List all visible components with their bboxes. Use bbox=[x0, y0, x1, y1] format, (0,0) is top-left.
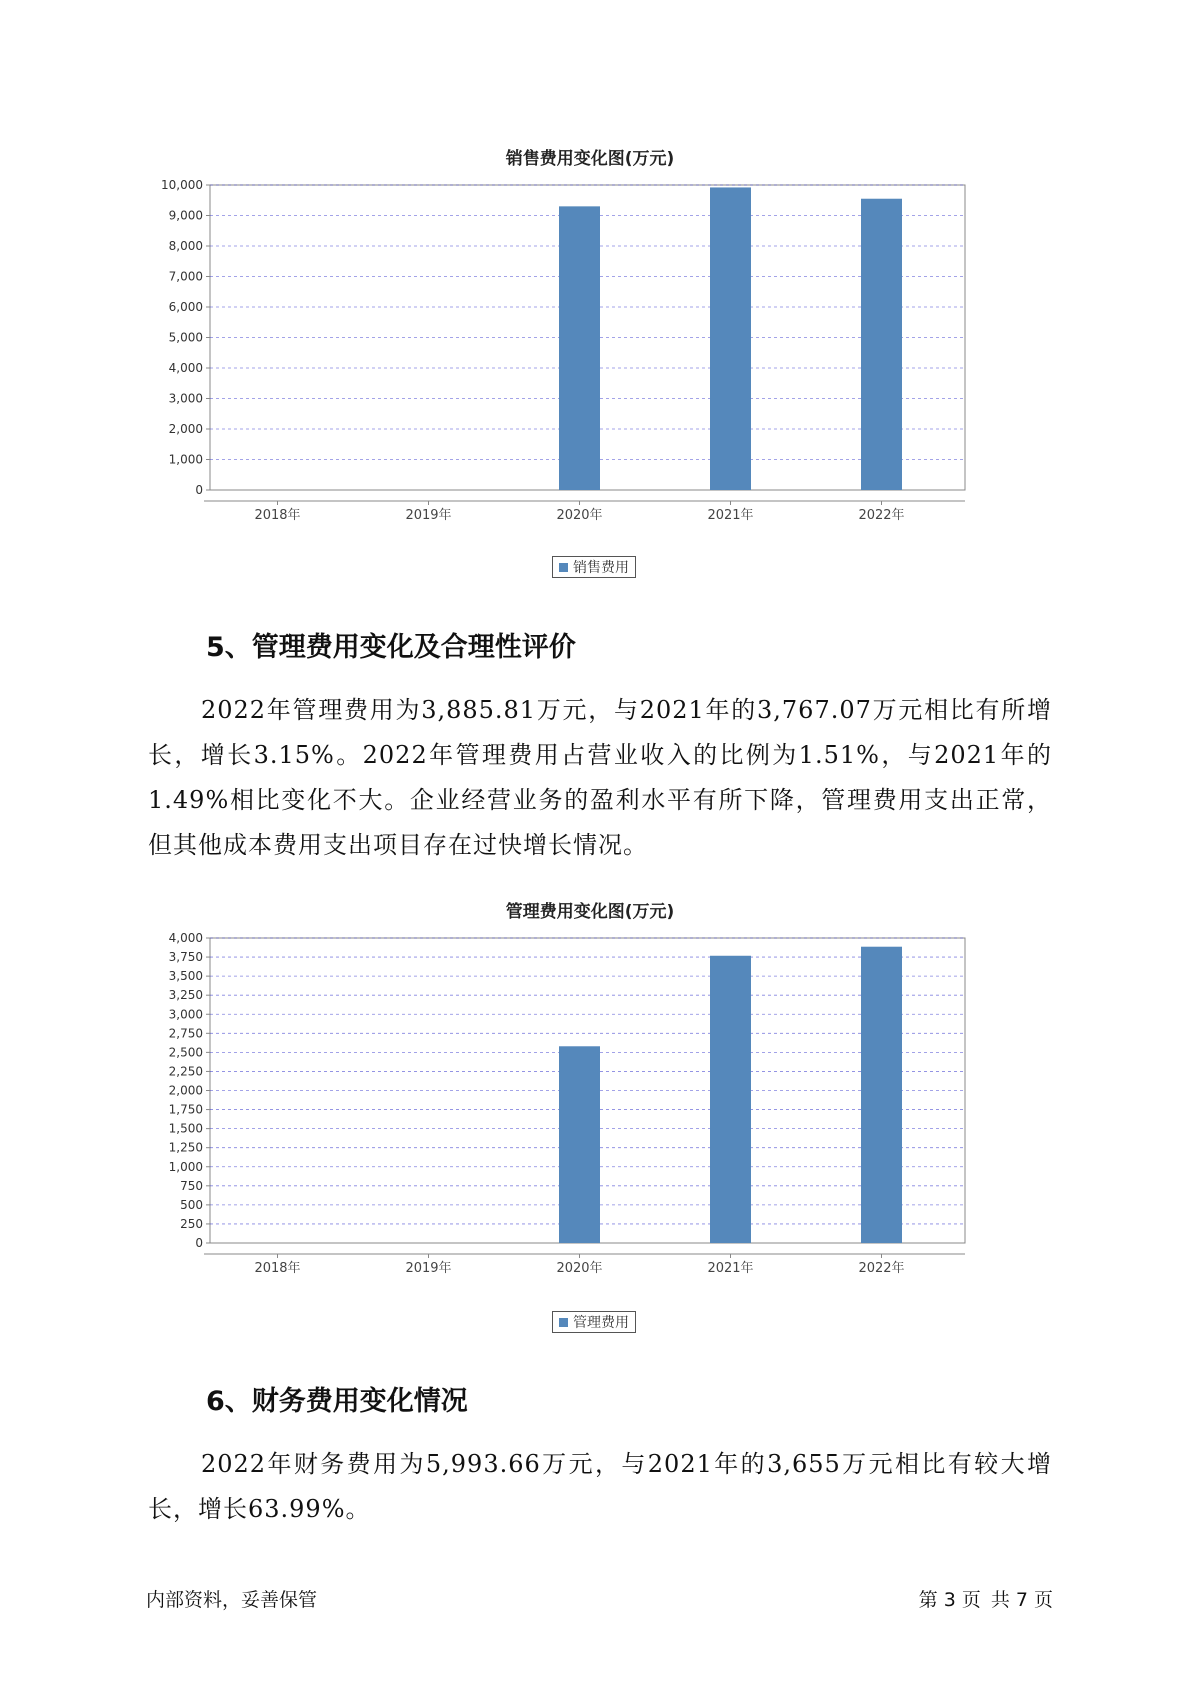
y-tick-label: 2,250 bbox=[168, 1064, 203, 1079]
y-tick-label: 3,750 bbox=[168, 950, 203, 965]
y-tick-label: 2,000 bbox=[168, 1083, 203, 1098]
section-6-paragraph: 2022年财务费用为5,993.66万元，与2021年的3,655万元相比有较大增长，增长63.99%。 bbox=[148, 1450, 1052, 1523]
chart-legend bbox=[552, 1311, 636, 1333]
section-5-paragraph: 2022年管理费用为3,885.81万元，与2021年的3,767.07万元相比有所增长，增长3.15%。2022年管理费用占营业收入的比例为1.51%，与2021年的1.49%相比变化不大。企业经营业务的盈利水平有所下降，管理费用支出正常，但其他成本费用支出项目存在过快增长情况。 bbox=[148, 696, 1052, 859]
y-tick-label: 0 bbox=[195, 483, 203, 497]
y-tick-label: 1,500 bbox=[168, 1121, 203, 1136]
admin-expense-chart bbox=[160, 893, 1020, 1353]
y-tick-label: 3,250 bbox=[168, 988, 203, 1003]
x-tick-label: 2020年 bbox=[556, 1261, 603, 1276]
y-tick-label: 2,500 bbox=[168, 1045, 203, 1060]
x-tick-label: 2018年 bbox=[254, 508, 301, 523]
y-tick-label: 750 bbox=[180, 1178, 203, 1193]
bar bbox=[710, 956, 751, 1243]
y-tick-label: 1,000 bbox=[168, 452, 203, 467]
y-tick-label: 3,500 bbox=[168, 969, 203, 984]
y-tick-label: 5,000 bbox=[168, 330, 203, 345]
y-tick-label: 1,000 bbox=[168, 1159, 203, 1174]
y-tick-label: 4,000 bbox=[168, 931, 203, 945]
chart-title: 管理费用变化图(万元) bbox=[505, 902, 675, 922]
bar bbox=[559, 1046, 600, 1243]
y-tick-label: 1,250 bbox=[168, 1140, 203, 1155]
y-tick-label: 3,000 bbox=[168, 391, 203, 406]
x-tick-label: 2021年 bbox=[707, 508, 754, 523]
y-tick-label: 4,000 bbox=[168, 361, 203, 375]
y-tick-label: 6,000 bbox=[168, 300, 203, 314]
x-tick-label: 2018年 bbox=[254, 1261, 301, 1276]
x-tick-label: 2022年 bbox=[858, 1261, 905, 1276]
y-tick-label: 10,000 bbox=[161, 178, 203, 192]
x-tick-label: 2019年 bbox=[405, 508, 452, 523]
x-tick-label: 2021年 bbox=[707, 1261, 754, 1276]
y-tick-label: 0 bbox=[195, 1236, 203, 1250]
y-tick-label: 2,000 bbox=[168, 422, 203, 436]
section-6-heading: 6、财务费用变化情况 bbox=[206, 1386, 468, 1417]
chart-title: 销售费用变化图(万元) bbox=[505, 149, 675, 169]
footer-page-number bbox=[919, 1585, 1053, 1612]
x-tick-label: 2019年 bbox=[405, 1261, 452, 1276]
bar bbox=[861, 947, 902, 1243]
y-tick-label: 250 bbox=[180, 1216, 203, 1231]
sales-expense-chart bbox=[160, 140, 1020, 600]
y-tick-label: 3,000 bbox=[168, 1007, 203, 1022]
y-tick-label: 2,750 bbox=[168, 1026, 203, 1041]
bar bbox=[559, 206, 600, 490]
legend-swatch bbox=[559, 1318, 568, 1327]
legend-label: 管理费用 bbox=[573, 1315, 629, 1331]
chart-plot bbox=[160, 178, 1020, 605]
bar bbox=[710, 187, 751, 490]
chart-legend bbox=[552, 556, 636, 578]
y-tick-label: 7,000 bbox=[168, 269, 203, 284]
x-tick-label: 2020年 bbox=[556, 508, 603, 523]
bar bbox=[861, 199, 902, 490]
section-5-heading: 5、管理费用变化及合理性评价 bbox=[206, 632, 576, 663]
legend-label: 销售费用 bbox=[573, 560, 629, 576]
y-tick-label: 9,000 bbox=[168, 208, 203, 223]
y-tick-label: 1,750 bbox=[168, 1102, 203, 1117]
page-current: 第 3 页 bbox=[918, 1589, 981, 1611]
footer-confidential-note: 内部资料，妥善保管 bbox=[146, 1589, 318, 1611]
y-tick-label: 8,000 bbox=[168, 239, 203, 253]
x-tick-label: 2022年 bbox=[858, 508, 905, 523]
page-total: 共 7 页 bbox=[990, 1589, 1053, 1611]
legend-swatch bbox=[559, 563, 568, 572]
chart-plot bbox=[160, 931, 1020, 1358]
y-tick-label: 500 bbox=[180, 1197, 203, 1212]
